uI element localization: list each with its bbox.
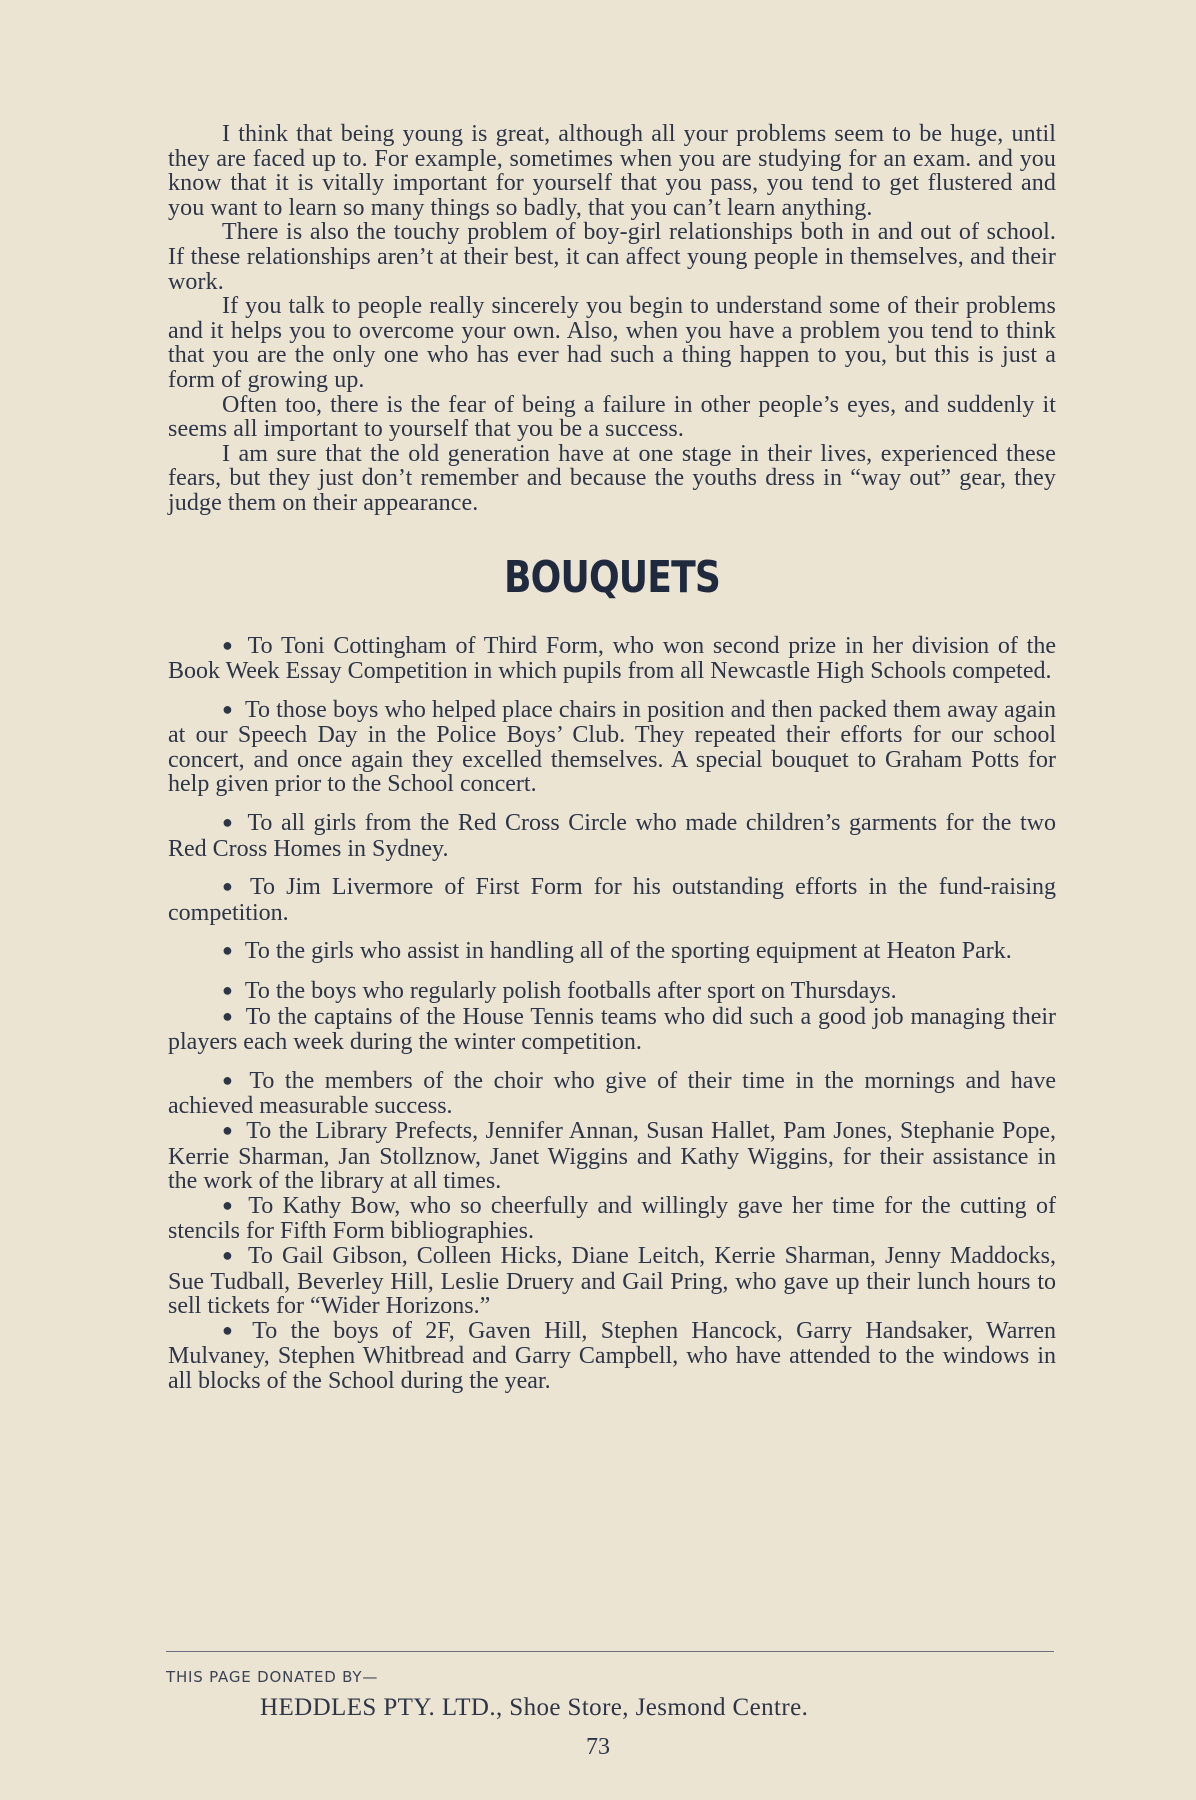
- intro-paragraph: I am sure that the old generation have at one stage in their lives, experienced these fears, but they just don’t remember and because the youths dress in “way out” gear, they judge them on their appearance.: [168, 440, 1056, 516]
- bouquet-text: To the boys who regularly polish footballs after sport on Thursdays.: [244, 978, 897, 1005]
- intro-paragraph: Often too, there is the fear of being a failure in other people’s eyes, and suddenly it seems all important to yourself that you be a success.: [168, 391, 1056, 443]
- bouquet-item: [168, 1194, 1056, 1244]
- intro-paragraph: There is also the touchy problem of boy-girl relationships both in and out of school. If these relationships aren’t at their best, it can affect young people in themselves, and their work.: [168, 219, 1056, 295]
- page-number: 73: [586, 1734, 610, 1760]
- bouquet-text: To the captains of the House Tennis teams who did such a good job managing their players each week during the winter competition.: [168, 1003, 1057, 1056]
- bullet-icon: ●: [222, 1319, 241, 1340]
- bouquet-text: To Gail Gibson, Colleen Hicks, Diane Leitch, Kerrie Sharman, Jenny Maddocks, Sue Tudball, Beverley Hill, Leslie Druery and Gail Pring, who gave up their lunch hours to sell tickets for “Wider Horizons.”: [168, 1242, 1057, 1320]
- bouquet-text: To the members of the choir who give of their time in the mornings and have achieved measurable success.: [168, 1067, 1057, 1120]
- bullet-icon: ●: [222, 1244, 236, 1265]
- bullet-icon: ●: [222, 1120, 235, 1140]
- section-heading: BOUQUETS: [503, 551, 721, 603]
- bullet-icon: ●: [222, 876, 239, 897]
- page-body: [168, 122, 1056, 1394]
- bouquets-list: [168, 634, 1056, 1394]
- bouquet-item: [168, 1319, 1056, 1394]
- bouquet-item: [168, 698, 1056, 797]
- bouquet-item: [168, 1119, 1056, 1194]
- sponsor-line: HEDDLES PTY. LTD., Shoe Store, Jesmond Centre.: [260, 1694, 809, 1721]
- bullet-icon: ●: [222, 1194, 237, 1215]
- bullet-icon: ●: [222, 812, 236, 833]
- bouquet-text: To Kathy Bow, who so cheerfully and willingly gave her time for the cutting of stencils for Fifth Form bibliographies.: [168, 1192, 1057, 1245]
- bouquet-text: To Jim Livermore of First Form for his outstanding efforts in the fund-raising competition.: [168, 874, 1057, 926]
- bullet-icon: ●: [222, 634, 236, 655]
- bouquet-text: To the girls who assist in handling all of the sporting equipment at Heaton Park.: [244, 938, 1012, 965]
- bouquet-item: [168, 939, 1056, 965]
- bouquet-text: To all girls from the Red Cross Circle who made children’s garments for the two Red Cross Homes in Sydney.: [168, 810, 1056, 862]
- bullet-icon: ●: [222, 698, 234, 719]
- bouquet-text: To those boys who helped place chairs in position and then packed them away again at our Speech Day in the Police Boys’ Club. They repeated their efforts for our school concert, and once again they excelled themselves. A special bouquet to Graham Potts for help given prior to the School concert.: [168, 696, 1056, 798]
- bouquet-item: [168, 979, 1056, 1005]
- bouquet-text: To the boys of 2F, Gaven Hill, Stephen Hancock, Garry Handsaker, Warren Mulvaney, Stephen Whitbread and Garry Campbell, who have attended to the windows in all blocks of the School during the year.: [168, 1317, 1057, 1394]
- bouquet-item: [168, 1244, 1056, 1319]
- bouquet-text: To the Library Prefects, Jennifer Annan, Susan Hallet, Pam Jones, Stephanie Pope, Kerrie Sharman, Jan Stollznow, Janet Wiggins and Kathy Wiggins, for their assistance in the work of the library at all times.: [168, 1118, 1056, 1195]
- bullet-icon: ●: [222, 940, 233, 961]
- bullet-icon: ●: [222, 1069, 238, 1090]
- intro-paragraph: I think that being young is great, although all your problems seem to be huge, until they are faced up to. For example, sometimes when you are studying for an exam. and you know that it is vitally important for yourself that you pass, you tend to get flustered and you want to learn so many things so badly, that you can’t learn anything.: [168, 121, 1056, 221]
- donated-label: THIS PAGE DONATED BY—: [166, 1668, 379, 1686]
- footer-divider: [166, 1651, 1054, 1652]
- bouquet-item: [168, 875, 1056, 925]
- bouquet-item: [168, 634, 1056, 684]
- bouquet-item: [168, 1005, 1056, 1055]
- bouquet-item: [168, 1069, 1056, 1119]
- bouquet-item: [168, 811, 1056, 861]
- bullet-icon: ●: [222, 980, 233, 1001]
- intro-paragraph: If you talk to people really sincerely you begin to understand some of their problems and it helps you to overcome your own. Also, when you have a problem you tend to think that you are the only one who has ever had such a thing happen to you, but this is just a form of growing up.: [168, 293, 1056, 393]
- bouquet-text: To Toni Cottingham of Third Form, who won second prize in her division of the Book Week Essay Competition in which pupils from all Newcastle High Schools competed.: [168, 632, 1056, 685]
- bullet-icon: ●: [222, 1005, 234, 1026]
